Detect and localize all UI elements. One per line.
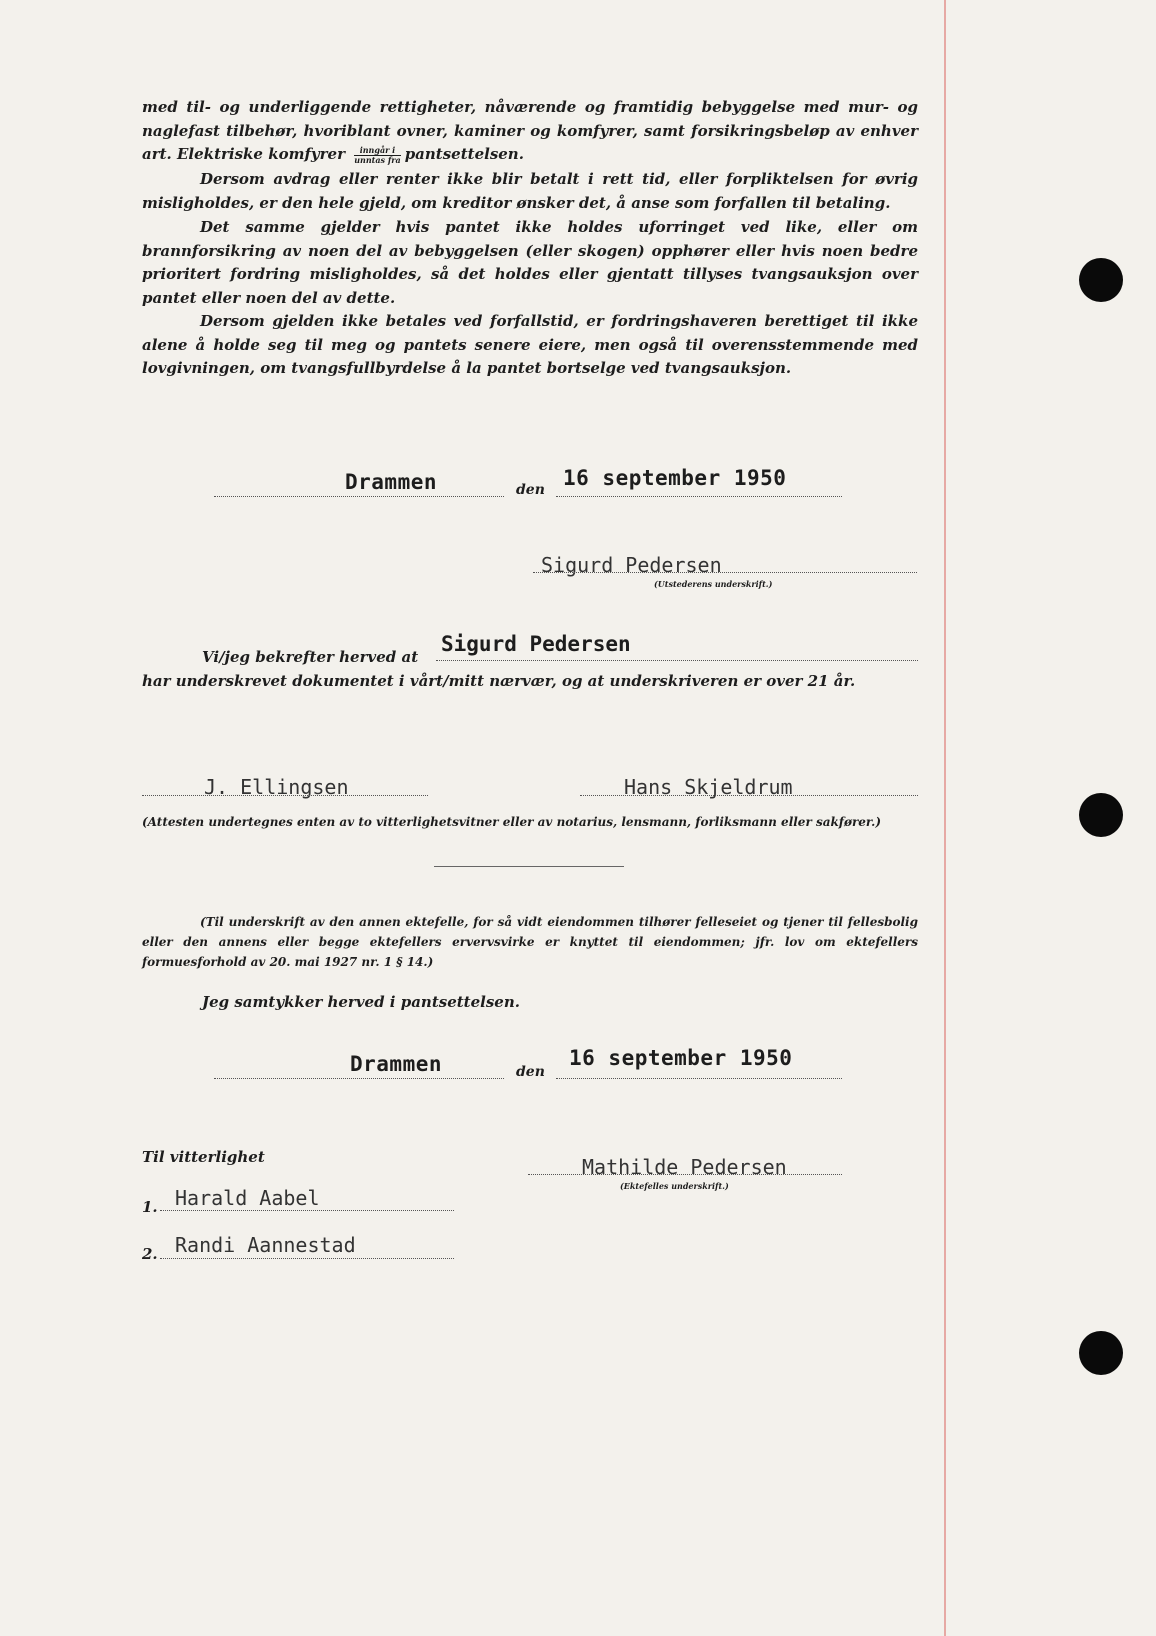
clause-enforcement-text: Dersom gjelden ikke betales ved forfallstid, er fordringshaveren berettiget til ikke alene å holde seg til meg og pantets senere eiere, men også til overensstemmende med lovgivningen, om tvangsfullbyrdelse å la pantet bortselge ved tvangsauksjon. xyxy=(142,312,918,377)
place-1: Drammen xyxy=(345,470,438,494)
witness-confirm-text: har underskrevet dokumentet i vårt/mitt nærvær, og at underskriveren er over 21 år. xyxy=(142,672,856,690)
witness-heading: Til vitterlighet xyxy=(142,1148,265,1166)
den-label-1: den xyxy=(516,482,545,498)
issuer-signature-caption: (Utstederens underskrift.) xyxy=(654,579,773,589)
bleed-through xyxy=(960,60,968,75)
spouse-consent: Jeg samtykker herved i pantsettelsen. xyxy=(202,993,520,1011)
spouse-witness-1-line xyxy=(160,1210,454,1211)
place-2-line xyxy=(214,1078,504,1079)
witness-signer-name: Sigurd Pedersen xyxy=(441,632,631,656)
clause-maintenance-text: Det samme gjelder hvis pantet ikke holdes uforringet ved like, eller om brannforsikring av noen del av bebyggelsen (eller skogen) opphører eller hvis noen bedre prioritert fordring misligholdes, så det holdes eller gjentatt tillyses tvangsauksjon over pantet eller noen del av dette. xyxy=(142,218,918,307)
spouse-witness-1-signature: Harald Aabel xyxy=(175,1186,320,1210)
clause-maintenance xyxy=(142,216,918,310)
punch-hole-bottom xyxy=(1079,1331,1123,1375)
place-1-line xyxy=(214,496,504,497)
punch-hole-middle xyxy=(1079,793,1123,837)
date-1-line xyxy=(556,496,842,497)
clause-property-end: pantsettelsen. xyxy=(404,145,524,163)
spouse-note-text: (Til underskrift av den annen ektefelle, for så vidt eiendommen tilhører felleseiet og tjener til fellesbolig eller den annens eller begge ektefellers ervervsvirke er knyttet til eiendommen; jfr. lov om ektefellers formuesforhold av 20. mai 1927 nr. 1 § 14.) xyxy=(142,915,918,969)
witness-1-signature: J. Ellingsen xyxy=(204,775,349,799)
spouse-witness-2-signature: Randi Aannestad xyxy=(175,1233,356,1257)
witness-signer-line xyxy=(436,660,918,661)
spouse-signature: Mathilde Pedersen xyxy=(582,1155,787,1179)
date-2: 16 september 1950 xyxy=(569,1046,793,1070)
issuer-signature: Sigurd Pedersen xyxy=(541,553,722,577)
spouse-note xyxy=(142,912,918,972)
witness-confirm-prefix: Vi/jeg bekrefter herved at xyxy=(202,648,419,666)
clause-property xyxy=(142,96,918,167)
clause-default-text: Dersom avdrag eller renter ikke blir betalt i rett tid, eller forpliktelsen for øvrig misligholdes, er den hele gjeld, om kreditor ønsker det, å anse som forfallen til betaling. xyxy=(142,170,918,212)
witness-2-line xyxy=(580,795,918,796)
komfyrer-fraction: $\frac{\text{inngår i}}{\text{unntas fra}}$ xyxy=(354,144,401,165)
separator-rule xyxy=(434,866,624,867)
spouse-witness-2-number: 2. xyxy=(142,1245,158,1263)
witness-2-signature: Hans Skjeldrum xyxy=(624,775,793,799)
spouse-witness-1-number: 1. xyxy=(142,1198,158,1216)
margin-line xyxy=(944,0,946,1636)
spouse-witness-2-line xyxy=(160,1258,454,1259)
clause-default xyxy=(142,168,918,215)
den-label-2: den xyxy=(516,1064,545,1080)
spouse-signature-line xyxy=(528,1174,842,1175)
clause-enforcement xyxy=(142,310,918,381)
attestation-note: (Attesten undertegnes enten av to vitterlighetsvitner eller av notarius, lensmann, forliksmann eller sakfører.) xyxy=(142,815,881,829)
punch-hole-top xyxy=(1079,258,1123,302)
issuer-signature-line xyxy=(533,572,917,573)
spouse-signature-caption: (Ektefelles underskrift.) xyxy=(620,1181,729,1191)
place-2: Drammen xyxy=(350,1052,443,1076)
date-1: 16 september 1950 xyxy=(563,466,787,490)
witness-1-line xyxy=(142,795,428,796)
clause-property-text: med til- og underliggende rettigheter, nåværende og framtidig bebyggelse med mur- og naglefast tilbehør, hvoriblant ovner, kaminer og komfyrer, samt forsikringsbeløp av enhver art. Elektriske komfyrer xyxy=(142,98,918,163)
date-2-line xyxy=(556,1078,842,1079)
